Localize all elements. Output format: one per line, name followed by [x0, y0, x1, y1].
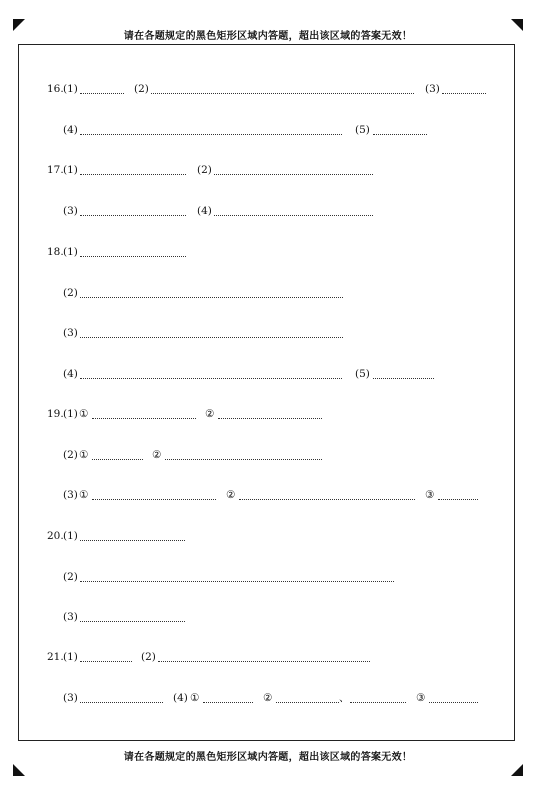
q16-part-2-blank[interactable]	[151, 93, 414, 94]
q16-part-4-blank[interactable]	[80, 134, 342, 135]
q18-part-5-blank[interactable]	[373, 378, 434, 379]
corner-mark-top-right	[511, 19, 523, 31]
answer-area-frame	[18, 44, 515, 741]
q19-part-3-sub-3-blank[interactable]	[438, 499, 478, 500]
q16-part-2-label: (2)	[134, 83, 149, 95]
q21-part-4-separator: 、	[339, 692, 350, 704]
q17-part-2-label: (2)	[197, 164, 212, 176]
q16-part-5-blank[interactable]	[373, 134, 427, 135]
top-notice: 请在各题规定的黑色矩形区域内答题，超出该区域的答案无效！	[123, 31, 413, 42]
q20-part-1-blank[interactable]	[80, 540, 185, 541]
q18-part-4-blank[interactable]	[80, 378, 342, 379]
q21-part-4-sub-1-blank[interactable]	[203, 702, 253, 703]
q17-part-3-blank[interactable]	[80, 215, 186, 216]
q21-part-4-sub-2a-blank[interactable]	[276, 702, 339, 703]
bottom-notice: 请在各题规定的黑色矩形区域内答题，超出该区域的答案无效！	[123, 752, 413, 763]
q16-part-1-label: (1)	[63, 83, 78, 95]
q21-part-3-blank[interactable]	[80, 702, 163, 703]
q17-part-3-label: (3)	[63, 205, 78, 217]
q19-part-1-sub-1-blank[interactable]	[92, 418, 196, 419]
q18-part-1-blank[interactable]	[80, 256, 186, 257]
q19-part-2-sub-1-label: ①	[79, 449, 89, 461]
q16-part-5-label: (5)	[355, 124, 370, 136]
question-19-number: 19.	[47, 408, 64, 420]
q20-part-2-label: (2)	[63, 571, 78, 583]
q20-part-1-label: (1)	[63, 530, 78, 542]
q21-part-4-sub-3-blank[interactable]	[429, 702, 478, 703]
q21-part-4-label: (4)	[173, 692, 188, 704]
q21-part-4-sub-2b-blank[interactable]	[350, 702, 406, 703]
corner-mark-top-left	[13, 19, 25, 31]
q18-part-5-label: (5)	[355, 368, 370, 380]
q16-part-1-blank[interactable]	[80, 93, 124, 94]
q17-part-4-blank[interactable]	[214, 215, 373, 216]
q19-part-2-sub-1-blank[interactable]	[92, 459, 143, 460]
q19-part-3-sub-2-label: ②	[226, 489, 236, 501]
q19-part-3-sub-3-label: ③	[425, 489, 435, 501]
q21-part-2-label: (2)	[141, 651, 156, 663]
q19-part-3-sub-1-label: ①	[79, 489, 89, 501]
q21-part-1-blank[interactable]	[80, 661, 132, 662]
q18-part-4-label: (4)	[63, 368, 78, 380]
question-18-number: 18.	[47, 246, 64, 258]
q21-part-2-blank[interactable]	[158, 661, 370, 662]
q19-part-2-sub-2-label: ②	[152, 449, 162, 461]
question-16-number: 16.	[47, 83, 64, 95]
q18-part-3-label: (3)	[63, 327, 78, 339]
q20-part-3-blank[interactable]	[80, 621, 185, 622]
q17-part-1-label: (1)	[63, 164, 78, 176]
corner-mark-bottom-right	[511, 764, 523, 776]
q21-part-4-sub-1-label: ①	[190, 692, 200, 704]
q19-part-1-sub-1-label: ①	[79, 408, 89, 420]
q18-part-1-label: (1)	[63, 246, 78, 258]
q21-part-3-label: (3)	[63, 692, 78, 704]
q18-part-2-blank[interactable]	[80, 297, 343, 298]
q20-part-3-label: (3)	[63, 611, 78, 623]
q19-part-1-sub-2-blank[interactable]	[218, 418, 322, 419]
question-21-number: 21.	[47, 651, 64, 663]
q19-part-3-label: (3)	[63, 489, 78, 501]
q16-part-4-label: (4)	[63, 124, 78, 136]
q19-part-1-sub-2-label: ②	[205, 408, 215, 420]
q18-part-2-label: (2)	[63, 287, 78, 299]
q17-part-1-blank[interactable]	[80, 174, 186, 175]
q18-part-3-blank[interactable]	[80, 337, 343, 338]
q19-part-2-label: (2)	[63, 449, 78, 461]
q21-part-4-sub-3-label: ③	[416, 692, 426, 704]
q16-part-3-blank[interactable]	[442, 93, 486, 94]
q21-part-4-sub-2-label: ②	[263, 692, 273, 704]
q19-part-3-sub-2-blank[interactable]	[239, 499, 415, 500]
q17-part-2-blank[interactable]	[214, 174, 373, 175]
q21-part-1-label: (1)	[63, 651, 78, 663]
question-20-number: 20.	[47, 530, 64, 542]
q16-part-3-label: (3)	[425, 83, 440, 95]
corner-mark-bottom-left	[13, 764, 25, 776]
q19-part-2-sub-2-blank[interactable]	[165, 459, 322, 460]
q17-part-4-label: (4)	[197, 205, 212, 217]
question-17-number: 17.	[47, 164, 64, 176]
q19-part-3-sub-1-blank[interactable]	[92, 499, 216, 500]
q19-part-1-label: (1)	[63, 408, 78, 420]
q20-part-2-blank[interactable]	[80, 581, 394, 582]
